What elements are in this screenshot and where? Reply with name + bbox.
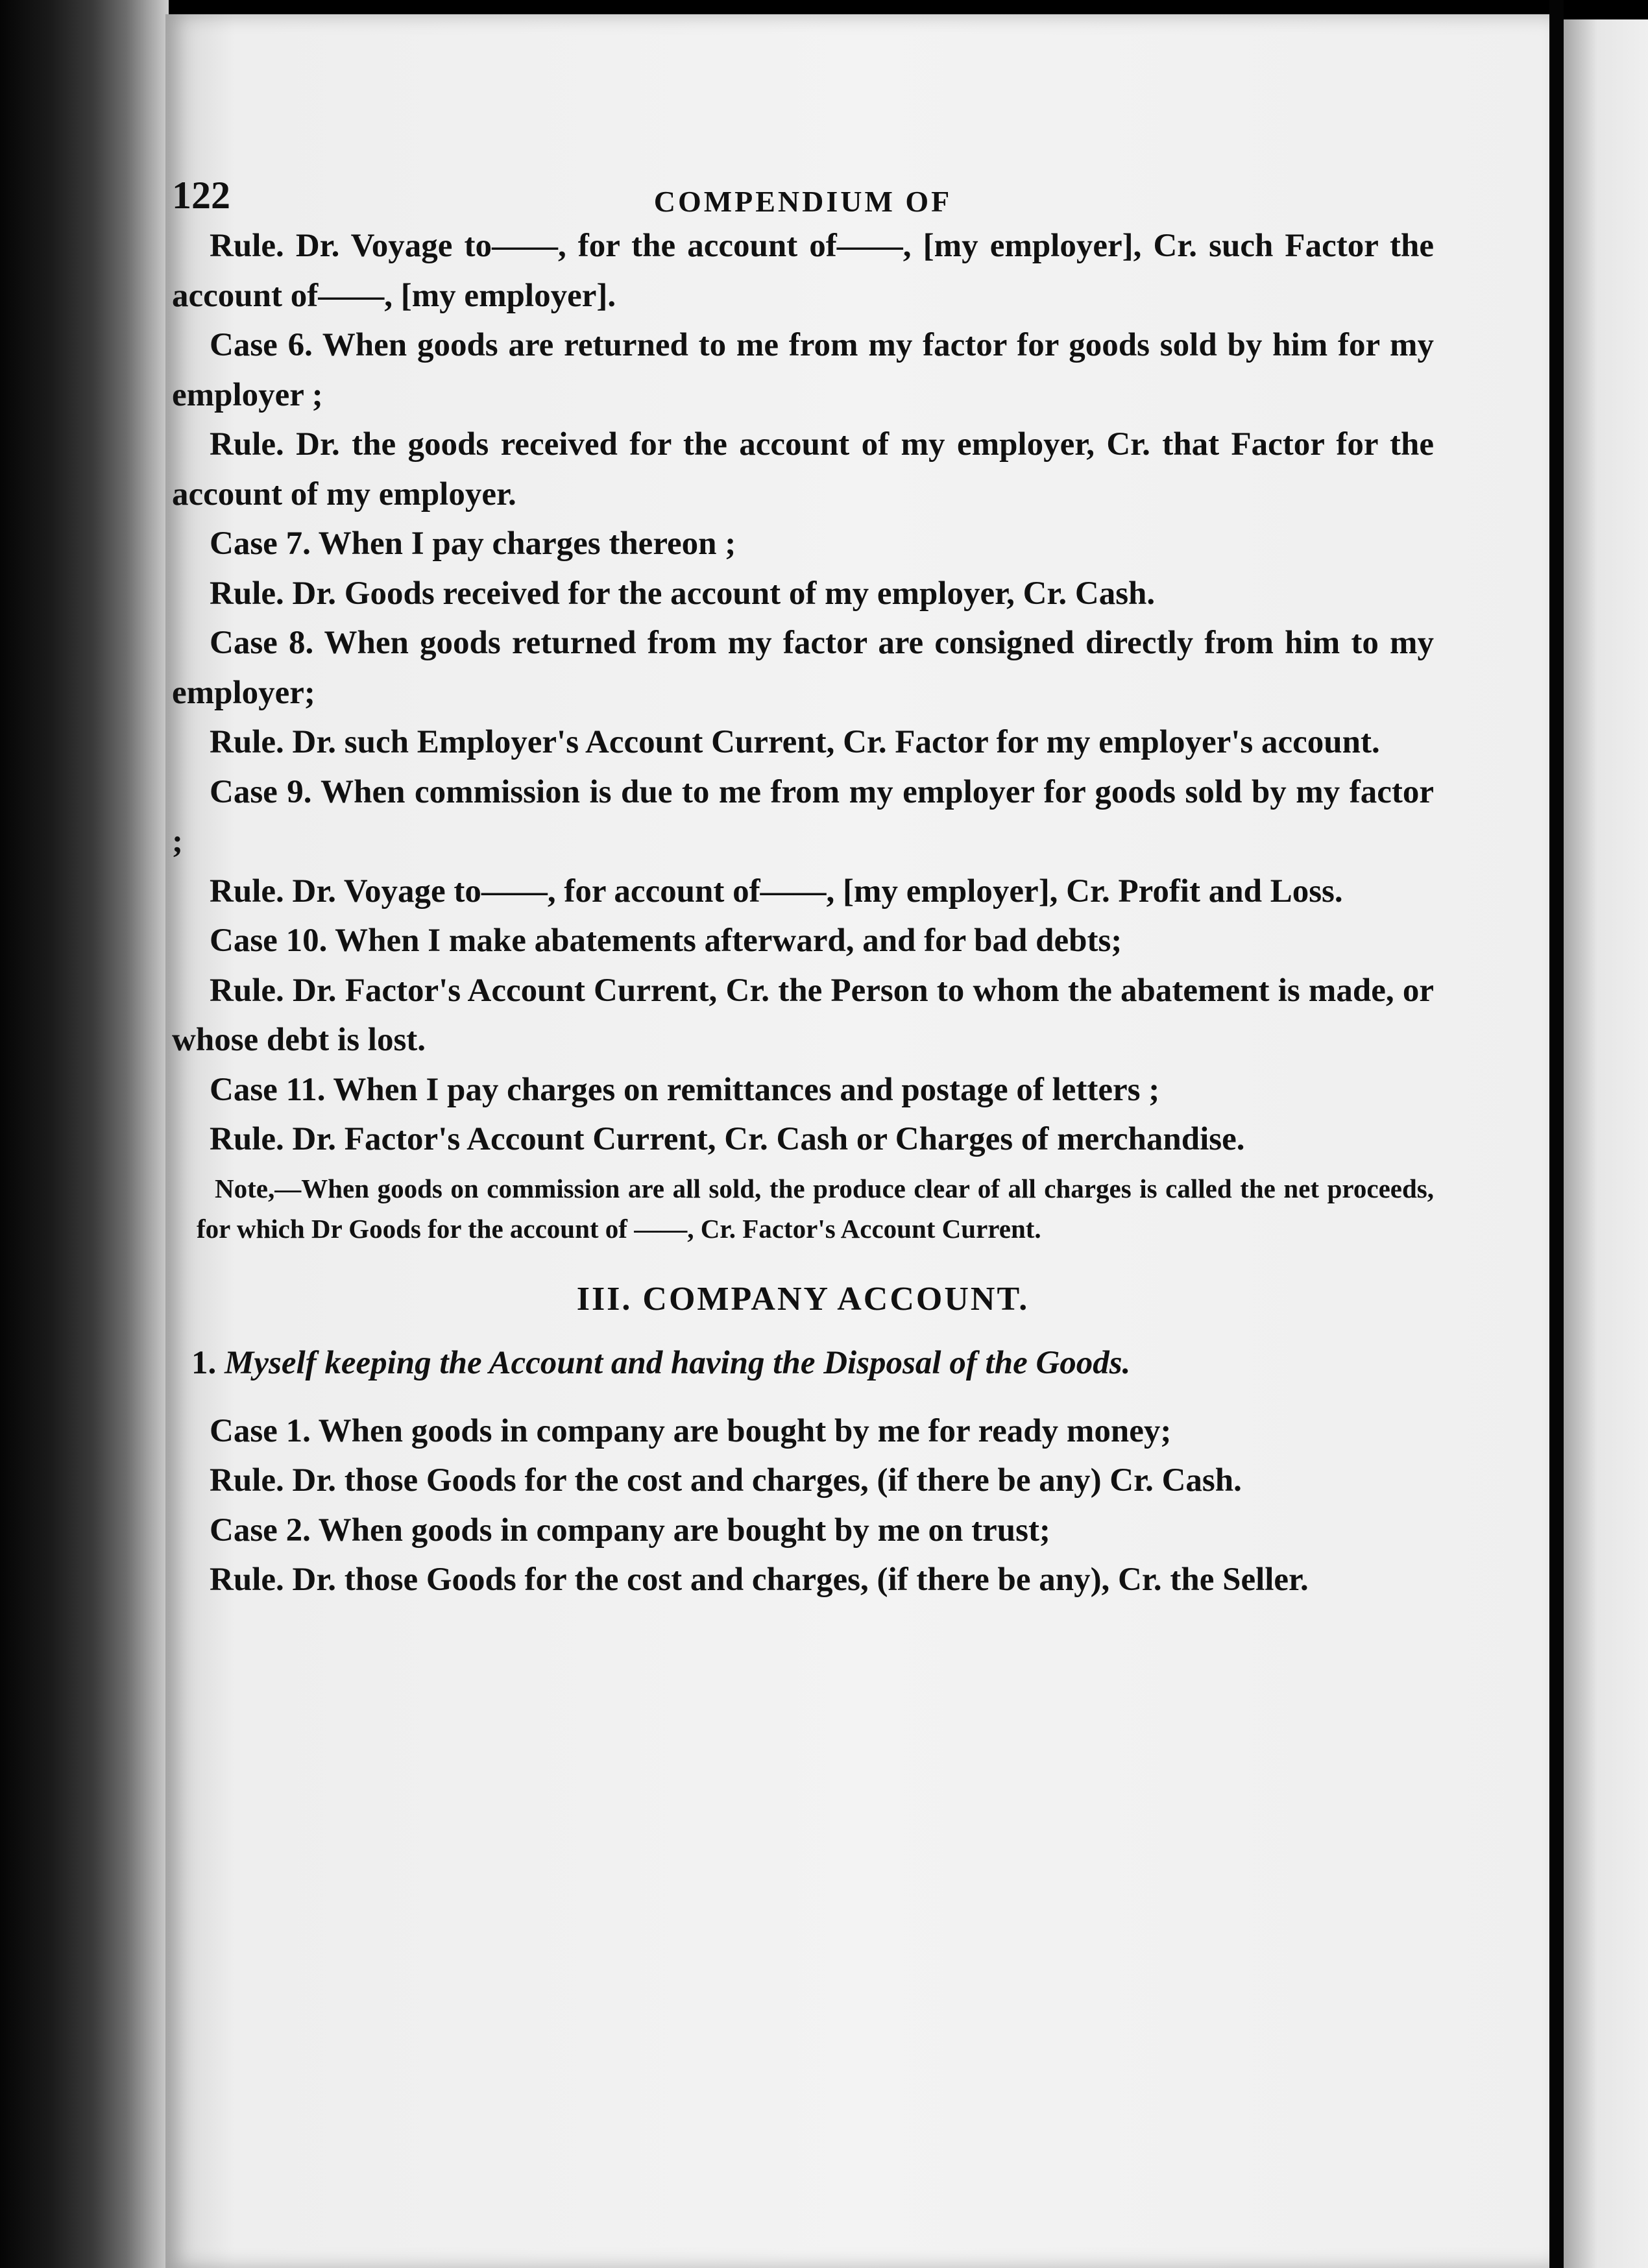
paragraph: Case 6. When goods are returned to me from my factor for goods sold by him for my employer ; [172,327,1434,413]
paragraph: Case 11. When I pay charges on remittances and postage of letters ; [210,1071,1160,1108]
subsection-number: 1. [191,1345,217,1381]
subsection-title: Myself keeping the Account and having the Disposal of the Goods. [224,1345,1131,1381]
paragraph: Rule. Dr. Voyage to——, for account of——, [my employer], Cr. Profit and Loss. [210,873,1343,910]
page-text [172,152,1434,1605]
running-head: COMPENDIUM OF [653,185,952,218]
paragraph: Case 10. When I make abatements afterward, and for bad debts; [210,923,1122,959]
paragraph: Rule. Dr. the goods received for the account of my employer, Cr. that Factor for the account of my employer. [172,426,1434,513]
page-header [172,152,1434,217]
adjacent-page-edge [1564,19,1648,2268]
paragraph: Rule. Dr. such Employer's Account Current, Cr. Factor for my employer's account. [210,724,1380,760]
paragraph: Case 8. When goods returned from my factor are consigned directly from him to my employer; [172,625,1434,711]
paragraph: Rule. Dr. Factor's Account Current, Cr. Cash or Charges of merchandise. [210,1121,1245,1157]
paragraph: Case 1. When goods in company are bought by me for ready money; [210,1412,1172,1449]
paragraph: Case 2. When goods in company are bought by me on trust; [210,1512,1050,1549]
paragraph: Rule. Dr. Factor's Account Current, Cr. the Person to whom the abatement is made, or whose debt is lost. [172,972,1434,1058]
paragraph: Case 9. When commission is due to me from my employer for goods sold by my factor ; [172,773,1434,860]
footnote: Note,—When goods on commission are all sold, the produce clear of all charges is called the net proceeds, for which Dr Goods for the account of ——, Cr. Factor's Account Current. [197,1173,1434,1244]
paragraph: Rule. Dr. those Goods for the cost and charges, (if there be any), Cr. the Seller. [210,1562,1309,1598]
book-binding [0,0,169,2268]
paragraph: Rule. Dr. Goods received for the account of my employer, Cr. Cash. [210,575,1156,612]
subsection-heading [172,1338,1434,1388]
paragraph: Case 7. When I pay charges thereon ; [210,525,736,562]
section-title: III. COMPANY ACCOUNT. [576,1280,1030,1318]
page-gutter [1549,0,1564,2268]
page-number: 122 [172,174,230,217]
paragraph: Rule. Dr. Voyage to——, for the account of——, [my employer], Cr. such Factor the account of——, [my employer]. [172,228,1434,314]
paragraph: Rule. Dr. those Goods for the cost and charges, (if there be any) Cr. Cash. [210,1462,1242,1499]
